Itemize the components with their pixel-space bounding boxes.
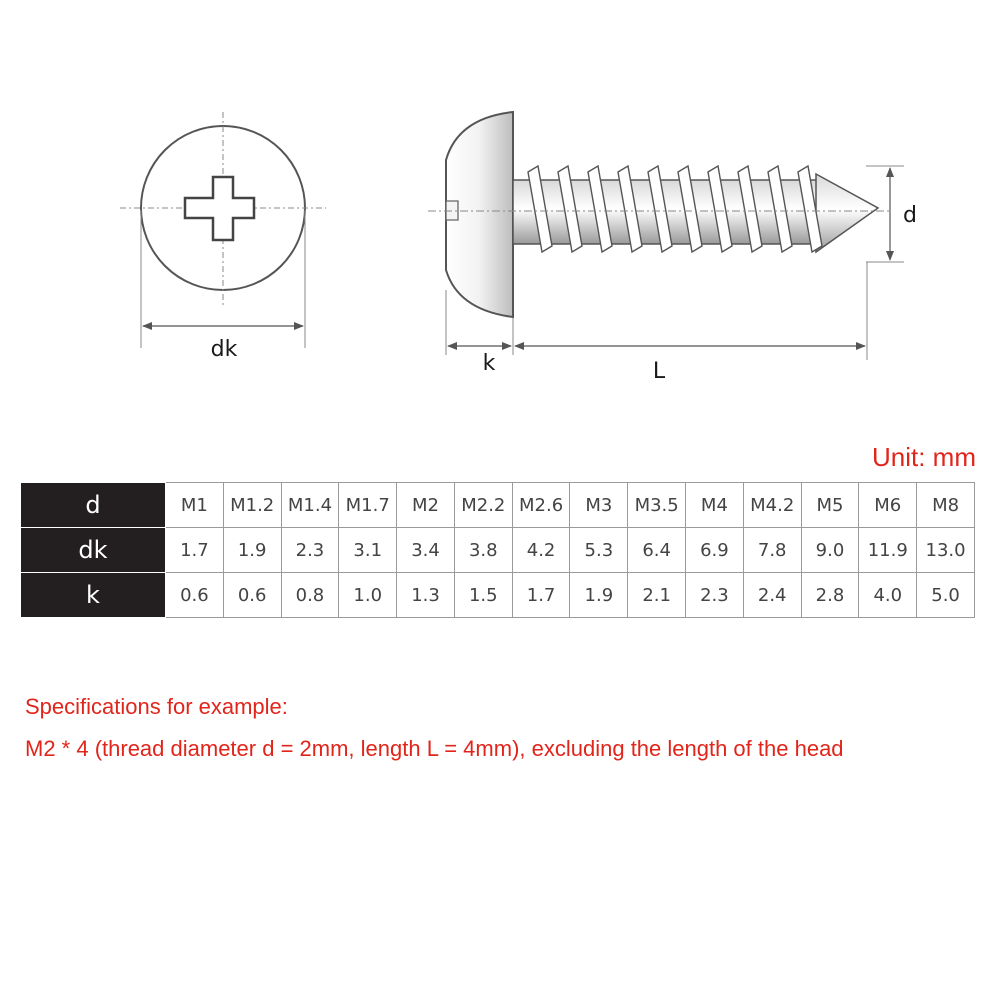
table-cell: 3.4 bbox=[397, 528, 455, 573]
table-row bbox=[21, 528, 975, 573]
table-cell: 6.4 bbox=[628, 528, 686, 573]
table-cell: 2.1 bbox=[628, 573, 686, 618]
table-cell: M1.4 bbox=[281, 483, 339, 528]
d-label: d bbox=[903, 203, 917, 228]
table-cell: M6 bbox=[859, 483, 917, 528]
table-row bbox=[21, 483, 975, 528]
table-cell: 1.9 bbox=[570, 573, 628, 618]
table-cell: M3 bbox=[570, 483, 628, 528]
table-cell: 9.0 bbox=[801, 528, 859, 573]
table-cell: 11.9 bbox=[859, 528, 917, 573]
table-cell: 2.3 bbox=[281, 528, 339, 573]
spec-table bbox=[20, 482, 975, 618]
table-cell: 1.3 bbox=[397, 573, 455, 618]
screw-head-top-view bbox=[120, 112, 326, 348]
row-header: k bbox=[21, 573, 166, 618]
table-cell: M2.6 bbox=[512, 483, 570, 528]
table-cell: 1.0 bbox=[339, 573, 397, 618]
k-label: k bbox=[482, 351, 496, 376]
table-cell: 13.0 bbox=[917, 528, 975, 573]
table-row bbox=[21, 573, 975, 618]
table-cell: M3.5 bbox=[628, 483, 686, 528]
table-cell: 1.5 bbox=[454, 573, 512, 618]
table-cell: M4 bbox=[686, 483, 744, 528]
table-cell: M5 bbox=[801, 483, 859, 528]
dk-label: dk bbox=[210, 337, 238, 362]
table-cell: M2 bbox=[397, 483, 455, 528]
table-cell: 7.8 bbox=[743, 528, 801, 573]
table-cell: 4.0 bbox=[859, 573, 917, 618]
screw-tip bbox=[816, 174, 878, 252]
screw-side-view bbox=[428, 112, 890, 317]
table-cell: M8 bbox=[917, 483, 975, 528]
table-cell: 5.0 bbox=[917, 573, 975, 618]
spec-example-heading: Specifications for example: bbox=[25, 694, 288, 719]
table-cell: 1.7 bbox=[512, 573, 570, 618]
row-header: dk bbox=[21, 528, 166, 573]
table-cell: 0.6 bbox=[223, 573, 281, 618]
unit-label: Unit: mm bbox=[872, 442, 976, 472]
table-cell: M2.2 bbox=[454, 483, 512, 528]
screw-technical-drawing bbox=[0, 0, 1000, 420]
table-cell: 5.3 bbox=[570, 528, 628, 573]
table-cell: M1 bbox=[166, 483, 224, 528]
table-cell: 3.8 bbox=[454, 528, 512, 573]
spec-example-text: M2 * 4 (thread diameter d = 2mm, length L = 4mm), excluding the length of the head bbox=[25, 736, 844, 761]
table-cell: 2.8 bbox=[801, 573, 859, 618]
table-cell: M4.2 bbox=[743, 483, 801, 528]
table-cell: 1.9 bbox=[223, 528, 281, 573]
table-cell: 0.8 bbox=[281, 573, 339, 618]
table-cell: 2.4 bbox=[743, 573, 801, 618]
table-cell: 0.6 bbox=[166, 573, 224, 618]
table-cell: 2.3 bbox=[686, 573, 744, 618]
table-cell: 3.1 bbox=[339, 528, 397, 573]
table-cell: 4.2 bbox=[512, 528, 570, 573]
row-header: d bbox=[21, 483, 166, 528]
table-cell: 1.7 bbox=[166, 528, 224, 573]
L-label: L bbox=[652, 359, 666, 384]
table-cell: M1.2 bbox=[223, 483, 281, 528]
table-cell: 6.9 bbox=[686, 528, 744, 573]
table-cell: M1.7 bbox=[339, 483, 397, 528]
